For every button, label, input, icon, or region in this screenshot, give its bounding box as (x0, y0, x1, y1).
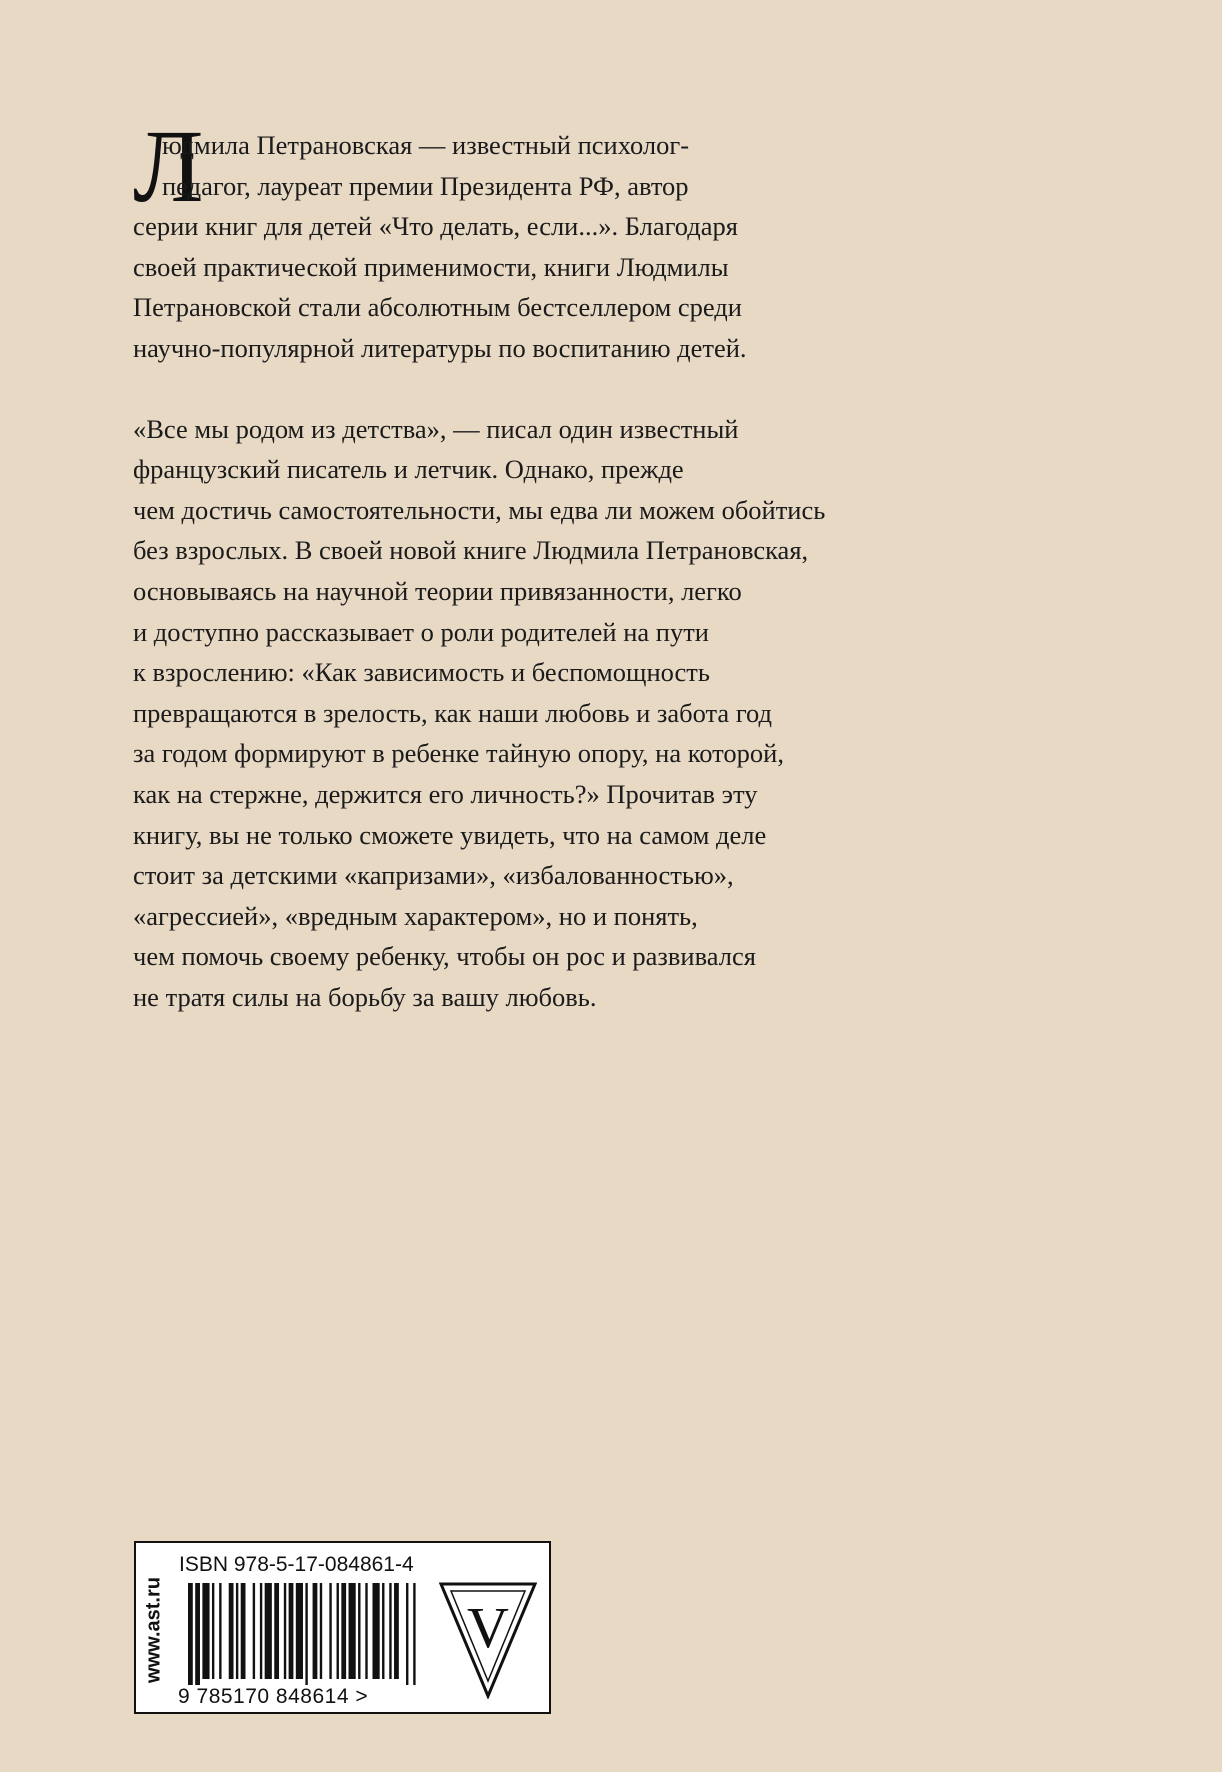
text-line: без взрослых. В своей новой книге Людмила Петрановская, (133, 535, 809, 566)
barcode-bar (394, 1583, 399, 1679)
text-line: «агрессией», «вредным характером», но и понять, (133, 900, 698, 931)
barcode-panel (134, 1541, 551, 1714)
barcode-bar (219, 1583, 221, 1679)
text-line: за годом формируют в ребенке тайную опору, на которой, (133, 738, 784, 769)
text-line: своей практической применимости, книги Людмилы (133, 251, 729, 282)
text-line: как на стержне, держится его личность?» Прочитав эту (133, 778, 758, 809)
text-line: научно-популярной литературы по воспитанию детей. (133, 332, 747, 363)
barcode-bar (358, 1583, 360, 1679)
barcode-bar (372, 1583, 379, 1679)
barcode-bar (188, 1583, 193, 1685)
text-line: французский писатель и летчик. Однако, прежде (133, 454, 684, 485)
text-line: серии книг для детей «Что делать, если...». Благодаря (133, 211, 738, 242)
barcode-bar (406, 1583, 408, 1685)
barcode-bar (229, 1583, 234, 1679)
barcode-bar (389, 1583, 391, 1679)
text-line: книгу, вы не только сможете увидеть, что на самом деле (133, 819, 767, 850)
barcode-bar (236, 1583, 238, 1679)
barcode-bar (382, 1583, 384, 1679)
barcode-bar (284, 1583, 286, 1679)
text-line: не тратя силы на борьбу за вашу любовь. (133, 981, 597, 1012)
barcode-bar (241, 1583, 246, 1679)
barcode-digits: 9 785170 848614 > (178, 1685, 369, 1708)
barcode-bar (253, 1583, 255, 1679)
barcode-bar (413, 1583, 415, 1685)
barcode-bar (296, 1583, 303, 1679)
publisher-site-text: www.ast.ru (142, 1577, 165, 1683)
barcode-bar (349, 1583, 356, 1679)
logo-letter: V (467, 1595, 509, 1660)
description-text (133, 125, 923, 1017)
drop-cap: Л (133, 109, 204, 224)
text-line: Петрановской стали абсолютным бестселлером среди (133, 292, 742, 323)
paragraph-1 (133, 125, 923, 369)
barcode-bar (329, 1583, 331, 1679)
barcode-bar (212, 1583, 214, 1679)
barcode-bar (260, 1583, 262, 1679)
barcode-bar (202, 1583, 209, 1679)
text-line: и доступно рассказывает о роли родителей на пути (133, 616, 709, 647)
text-line: чем помочь своему ребенку, чтобы он рос и развивался (133, 941, 756, 972)
barcode-bar (337, 1583, 339, 1679)
text-line: превращаются в зрелость, как наши любовь и забота год (133, 697, 773, 728)
barcode-bar (305, 1583, 307, 1685)
text-line: чем достичь самостоятельности, мы едва ли можем обойтись (133, 494, 826, 525)
text-line: юдмила Петрановская — известный психолог- (162, 130, 690, 160)
barcode-bar (365, 1583, 367, 1679)
text-line: педагог, лауреат премии Президента РФ, автор (162, 170, 689, 201)
text-line: стоит за детскими «капризами», «избалованностью», (133, 860, 734, 891)
text-line: к взрослению: «Как зависимость и беспомощность (133, 657, 710, 688)
barcode-bar (274, 1583, 279, 1679)
barcode-bar (320, 1583, 322, 1679)
isbn-label: ISBN 978-5-17-084861-4 (179, 1553, 414, 1576)
barcode-bar (195, 1583, 200, 1685)
paragraph-2 (133, 409, 923, 1018)
publisher-site (140, 1555, 168, 1705)
barcode-bar (313, 1583, 318, 1679)
barcode-bar (289, 1583, 294, 1679)
barcode-bars (188, 1583, 418, 1685)
barcode-bar (265, 1583, 272, 1679)
text-line: «Все мы родом из детства», — писал один известный (133, 413, 739, 444)
publisher-logo-icon (438, 1581, 538, 1699)
text-line: основываясь на научной теории привязанности, легко (133, 575, 742, 606)
barcode-bar (341, 1583, 346, 1679)
